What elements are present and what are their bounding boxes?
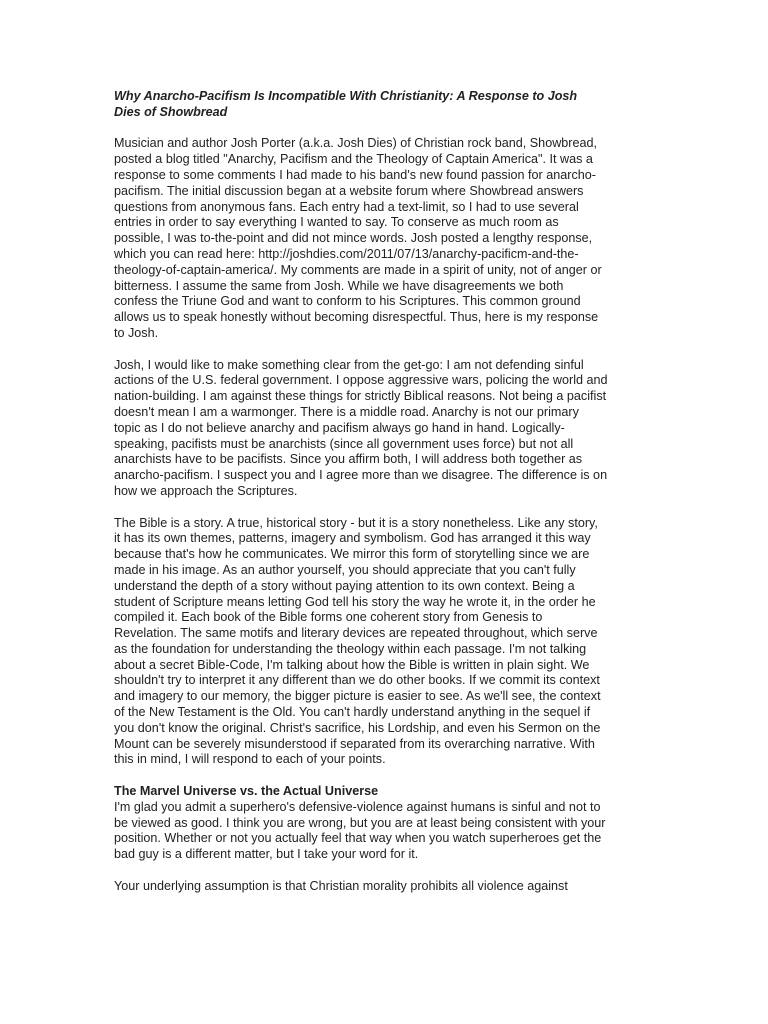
- body-paragraph: [114, 516, 659, 769]
- text-line: it has its own themes, patterns, imagery and symbolism. God has arranged it this way: [114, 531, 591, 546]
- body-paragraph: [114, 358, 659, 500]
- section-paragraph: [114, 879, 659, 895]
- text-line: student of Scripture means letting God tell his story the way he wrote it, in the order he: [114, 594, 596, 609]
- text-line: shouldn't try to interpret it any different than we do other books. If we commit its context: [114, 673, 600, 688]
- text-line: posted a blog titled "Anarchy, Pacifism and the Theology of Captain America". It was a: [114, 152, 593, 167]
- text-line: allows us to speak honestly without becoming disrespectful. Thus, here is my response: [114, 310, 599, 325]
- text-line: response to some comments I had made to his band's new found passion for anarcho-: [114, 167, 596, 182]
- document-page: [114, 89, 659, 910]
- text-line: The Bible is a story. A true, historical story - but it is a story nonetheless. Like any story,: [114, 515, 598, 530]
- title-line: Dies of Showbread: [114, 104, 228, 119]
- text-line: this in mind, I will respond to each of your points.: [114, 752, 386, 767]
- text-line: as the foundation for understanding the theology within each passage. I'm not talking: [114, 641, 587, 656]
- text-line: of the New Testament is the Old. You can't hardly understand anything in the sequel if: [114, 705, 591, 720]
- text-line: doesn't mean I am a warmonger. There is a middle road. Anarchy is not our primary: [114, 404, 579, 419]
- text-line: how we approach the Scriptures.: [114, 483, 298, 498]
- text-line: confess the Triune God and want to conform to his Scriptures. This common ground: [114, 294, 581, 309]
- text-line: anarcho-pacifism. I suspect you and I agree more than we disagree. The difference is on: [114, 468, 608, 483]
- text-line: nation-building. I am against these things for strictly Biblical reasons. Not being a pacifist: [114, 389, 607, 404]
- text-line: pacifism. The initial discussion began at a website forum where Showbread answers: [114, 183, 584, 198]
- text-line: Your underlying assumption is that Christian morality prohibits all violence against: [114, 878, 568, 893]
- text-line: bad guy is a different matter, but I take your word for it.: [114, 847, 419, 862]
- text-line: actions of the U.S. federal government. I oppose aggressive wars, policing the world and: [114, 373, 608, 388]
- text-line: and imagery to our memory, the bigger picture is easier to see. As we'll see, the context: [114, 689, 601, 704]
- text-line: Musician and author Josh Porter (a.k.a. Josh Dies) of Christian rock band, Showbread,: [114, 136, 597, 151]
- text-line: Revelation. The same motifs and literary devices are repeated throughout, which serve: [114, 626, 598, 641]
- section-heading: The Marvel Universe vs. the Actual Universe: [114, 784, 379, 799]
- text-line: to Josh.: [114, 325, 159, 340]
- intro-paragraph: [114, 136, 659, 341]
- text-line: be viewed as good. I think you are wrong, but you are at least being consistent with your: [114, 815, 606, 830]
- text-line: Josh, I would like to make something clear from the get-go: I am not defending sinful: [114, 357, 584, 372]
- text-line: entries in order to say everything I wanted to say. To conserve as much room as: [114, 215, 559, 230]
- document-title: [114, 89, 659, 121]
- text-line: because that's how he communicates. We mirror this form of storytelling since we are: [114, 547, 590, 562]
- text-line: bitterness. I assume the same from Josh. While we have disagreements we both: [114, 278, 564, 293]
- text-line: anarchists have to be pacifists. Since you affirm both, I will address both together as: [114, 452, 583, 467]
- title-line: Why Anarcho-Pacifism Is Incompatible With Christianity: A Response to Josh: [114, 89, 578, 103]
- text-line: understand the depth of a story without paying attention to its own context. Being a: [114, 578, 575, 593]
- text-line: topic as I do not believe anarchy and pacifism always go hand in hand. Logically-: [114, 420, 565, 435]
- text-line: you don't know the original. Christ's sacrifice, his Lordship, and even his Sermon on the: [114, 720, 601, 735]
- text-line: compiled it. Each book of the Bible forms one coherent story from Genesis to: [114, 610, 543, 625]
- text-line: speaking, pacifists must be anarchists (since all government uses force) but not all: [114, 436, 574, 451]
- section-paragraph: [114, 800, 659, 863]
- text-line: possible, I was to-the-point and did not mince words. Josh posted a lengthy response,: [114, 231, 593, 246]
- text-line: which you can read here: http://joshdies.com/2011/07/13/anarchy-pacificm-and-the-: [114, 246, 579, 261]
- text-line: position. Whether or not you actually feel that way when you watch superheroes get the: [114, 831, 602, 846]
- text-line: about a secret Bible-Code, I'm talking about how the Bible is written in plain sight. We: [114, 657, 590, 672]
- text-line: made in his image. As an author yourself, you should appreciate that you can't fully: [114, 562, 576, 577]
- text-line: questions from anonymous fans. Each entry had a text-limit, so I had to use several: [114, 199, 579, 214]
- text-line: theology-of-captain-america/. My comments are made in a spirit of unity, not of anger or: [114, 262, 602, 277]
- text-line: Mount can be severely misunderstood if separated from its overarching narrative. With: [114, 736, 595, 751]
- text-line: I'm glad you admit a superhero's defensive-violence against humans is sinful and not to: [114, 799, 601, 814]
